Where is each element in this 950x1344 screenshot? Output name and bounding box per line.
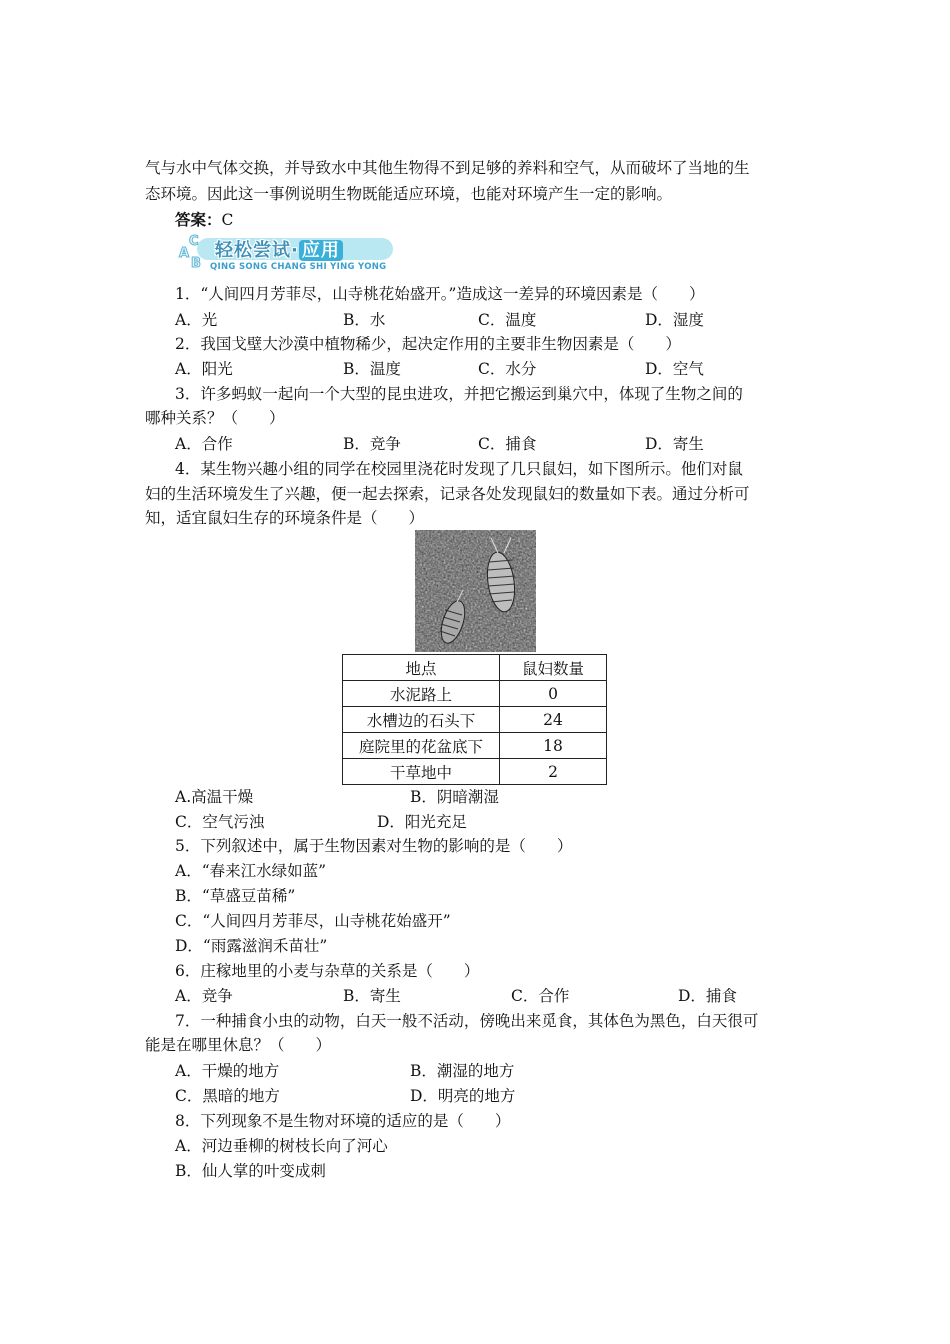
question-1-option-b: B．水 [343,311,386,329]
question-5-stem: 5．下列叙述中，属于生物因素对生物的影响的是（ ） [175,837,573,855]
table-header-row [343,655,607,681]
intro-line-1: 气与水中气体交换，并导致水中其他生物得不到足够的养料和空气，从而破坏了当地的生 [145,159,750,177]
banner-title [215,236,343,262]
question-2-option-b: B．温度 [343,360,401,378]
question-3-stem-line-2: 哪种关系？（ ） [145,409,285,427]
question-4-option-b: B．阴暗潮湿 [410,788,499,806]
question-3-option-c: C．捕食 [478,435,537,453]
table-cell-location: 水槽边的石头下 [343,707,500,733]
table-row [343,681,607,707]
table-cell-location: 庭院里的花盆底下 [343,733,500,759]
question-4-option-d: D．阳光充足 [377,813,467,831]
question-2-option-a: A．阳光 [175,360,233,378]
banner-title-text: 轻松尝试· [215,240,299,261]
table-cell-count: 0 [500,681,607,707]
question-5-option-d: D．“雨露滋润禾苗壮” [175,937,328,955]
question-7-option-c: C．黑暗的地方 [175,1087,280,1105]
question-8-option-a: A．河边垂柳的树枝长向了河心 [175,1137,388,1155]
question-2-option-d: D．空气 [645,360,704,378]
table-cell-count: 18 [500,733,607,759]
question-3-option-a: A．合作 [175,435,233,453]
table-cell-count: 2 [500,759,607,785]
table-row [343,759,607,785]
banner-letter-c: C [189,234,199,249]
banner-letter-a: A [179,246,190,261]
question-1-option-c: C．温度 [478,311,537,329]
question-6-option-b: B．寄生 [343,987,401,1005]
question-2-stem: 2．我国戈壁大沙漠中植物稀少，起决定作用的主要非生物因素是（ ） [175,335,681,353]
table-header-location: 地点 [343,655,500,681]
question-1-stem: 1．“人间四月芳菲尽，山寺桃花始盛开。”造成这一差异的环境因素是（ ） [175,285,705,303]
question-3-option-d: D．寄生 [645,435,704,453]
intro-line-2: 态环境。因此这一事例说明生物既能适应环境，也能对环境产生一定的影响。 [145,185,673,203]
table-cell-location: 水泥路上 [343,681,500,707]
table-cell-location: 干草地中 [343,759,500,785]
question-4-stem-line-3: 知，适宜鼠妇生存的环境条件是（ ） [145,509,425,527]
question-1-option-d: D．湿度 [645,311,704,329]
question-6-option-c: C．合作 [511,987,570,1005]
question-2-option-c: C．水分 [478,360,537,378]
question-4-stem-line-1: 4．某生物兴趣小组的同学在校园里浇花时发现了几只鼠妇，如下图所示。他们对鼠 [175,460,743,478]
question-5-option-a: A．“春来江水绿如蓝” [175,862,327,880]
question-3-stem-line-1: 3．许多蚂蚁一起向一个大型的昆虫进攻，并把它搬运到巢穴中，体现了生物之间的 [175,385,743,403]
question-7-stem-line-2: 能是在哪里休息？（ ） [145,1036,332,1054]
question-6-option-a: A．竞争 [175,987,233,1005]
woodlouse-count-table [342,654,607,785]
question-7-stem-line-1: 7．一种捕食小虫的动物，白天一般不活动，傍晚出来觅食，其体色为黑色，白天很可 [175,1012,759,1030]
question-7-option-a: A．干燥的地方 [175,1062,280,1080]
table-cell-count: 24 [500,707,607,733]
answer-line [175,210,233,230]
question-6-option-d: D．捕食 [678,987,737,1005]
question-4-stem-line-2: 妇的生活环境发生了兴趣，便一起去探索，记录各处发现鼠妇的数量如下表。通过分析可 [145,485,750,503]
woodlouse-photo [415,530,536,652]
answer-label: 答案： [175,210,222,229]
question-5-option-b: B．“草盛豆苗稀” [175,887,296,905]
question-3-option-b: B．竞争 [343,435,401,453]
question-8-option-b: B．仙人掌的叶变成刺 [175,1162,326,1180]
table-row [343,733,607,759]
question-4-option-c: C．空气污浊 [175,813,265,831]
question-7-option-d: D．明亮的地方 [410,1087,516,1105]
question-4-option-a: A.高温干燥 [175,788,254,806]
question-6-stem: 6．庄稼地里的小麦与杂草的关系是（ ） [175,962,480,980]
question-7-option-b: B．潮湿的地方 [410,1062,515,1080]
banner-letter-b: B [191,256,201,271]
table-row [343,707,607,733]
question-5-option-c: C．“人间四月芳菲尽，山寺桃花始盛开” [175,912,451,930]
banner-title-highlight: 应用 [299,240,343,261]
section-banner [175,234,400,276]
answer-value: C [221,211,234,229]
question-8-stem: 8．下列现象不是生物对环境的适应的是（ ） [175,1112,511,1130]
banner-pinyin: QING SONG CHANG SHI YING YONG [210,262,387,272]
question-1-option-a: A．光 [175,311,218,329]
table-header-count: 鼠妇数量 [500,655,607,681]
